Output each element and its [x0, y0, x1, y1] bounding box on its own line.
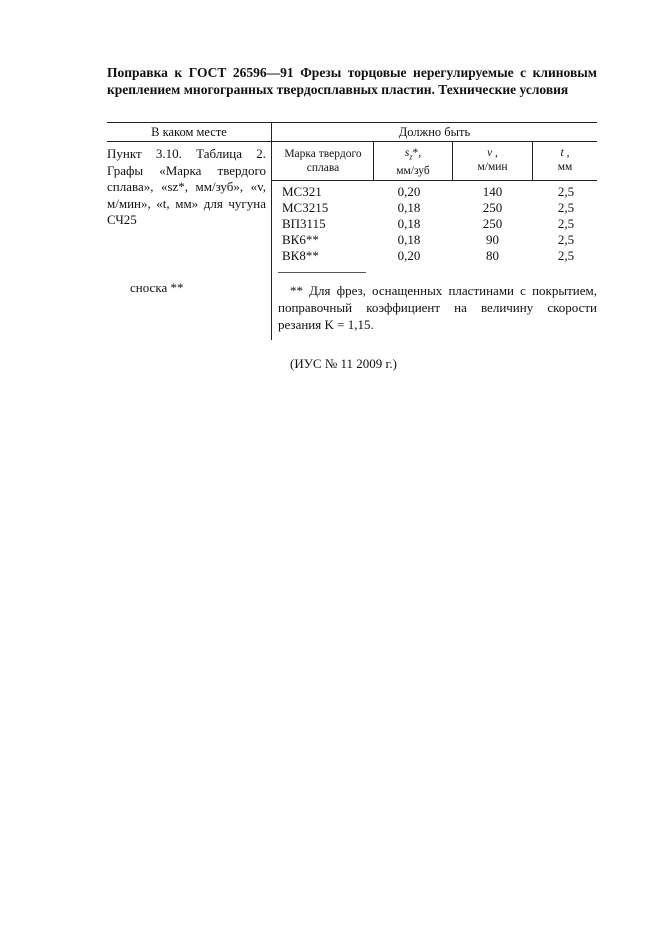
sz-suffix: *,	[412, 147, 422, 159]
row-1-t: 2,5	[557, 184, 575, 199]
row-3-t: 2,5	[557, 216, 575, 231]
row-5-brand: ВК8**	[282, 248, 319, 263]
header-should-be: Должно быть	[398, 125, 471, 139]
subheader-sz	[374, 146, 452, 178]
t-symbol: t	[560, 147, 564, 159]
row-4-v: 90	[486, 232, 499, 247]
table-top-rule	[107, 122, 597, 123]
footnote-text: ** Для фрез, оснащенных пластинами с покрытием, поправочный коэффициент на величину скорости резания K = 1,15.	[278, 283, 597, 332]
footnote-label: сноска **	[130, 280, 184, 295]
table-header-rule	[107, 141, 597, 142]
location-text: Пункт 3.10. Таблица 2. Графы «Марка твердого сплава», «sz*, мм/зуб», «v, м/мин», «t, мм» для чугуна СЧ25	[107, 146, 266, 227]
row-2-v: 250	[482, 200, 503, 215]
table-main-divider	[271, 122, 272, 340]
footnote-separator	[278, 272, 366, 273]
row-1-sz: 0,20	[397, 184, 421, 199]
row-1-v: 140	[482, 184, 503, 199]
row-5-t: 2,5	[557, 248, 575, 263]
row-2-sz: 0,18	[397, 200, 421, 215]
row-4-t: 2,5	[557, 232, 575, 247]
row-3-sz: 0,18	[397, 216, 421, 231]
row-3-v: 250	[482, 216, 503, 231]
v-unit: м/мин	[477, 161, 508, 173]
header-where: В каком месте	[151, 125, 227, 139]
row-5-v: 80	[486, 248, 499, 263]
source-reference: (ИУС № 11 2009 г.)	[290, 356, 397, 371]
subheader-v: v , м/мин	[453, 146, 532, 174]
sz-symbol: s	[404, 147, 410, 159]
v-symbol: v	[487, 147, 493, 159]
row-2-t: 2,5	[557, 200, 575, 215]
row-3-brand: ВП3115	[282, 216, 326, 231]
row-1-brand: МС321	[282, 184, 322, 199]
subheader-brand: Марка твердого сплава	[284, 148, 362, 174]
sub-header-rule	[272, 180, 597, 181]
sz-subscript: z	[409, 152, 413, 162]
t-unit: мм	[557, 161, 573, 173]
row-4-sz: 0,18	[397, 232, 421, 247]
row-2-brand: МС3215	[282, 200, 329, 215]
document-title: Поправка к ГОСТ 26596—91 Фрезы торцовые нерегулируемые с клиновым креплением многогранных твердосплавных пластин. Технические условия	[107, 65, 597, 97]
row-4-brand: ВК6**	[282, 232, 319, 247]
subheader-t: t , мм	[533, 146, 597, 174]
row-5-sz: 0,20	[397, 248, 421, 263]
sz-unit: мм/зуб	[396, 165, 430, 178]
